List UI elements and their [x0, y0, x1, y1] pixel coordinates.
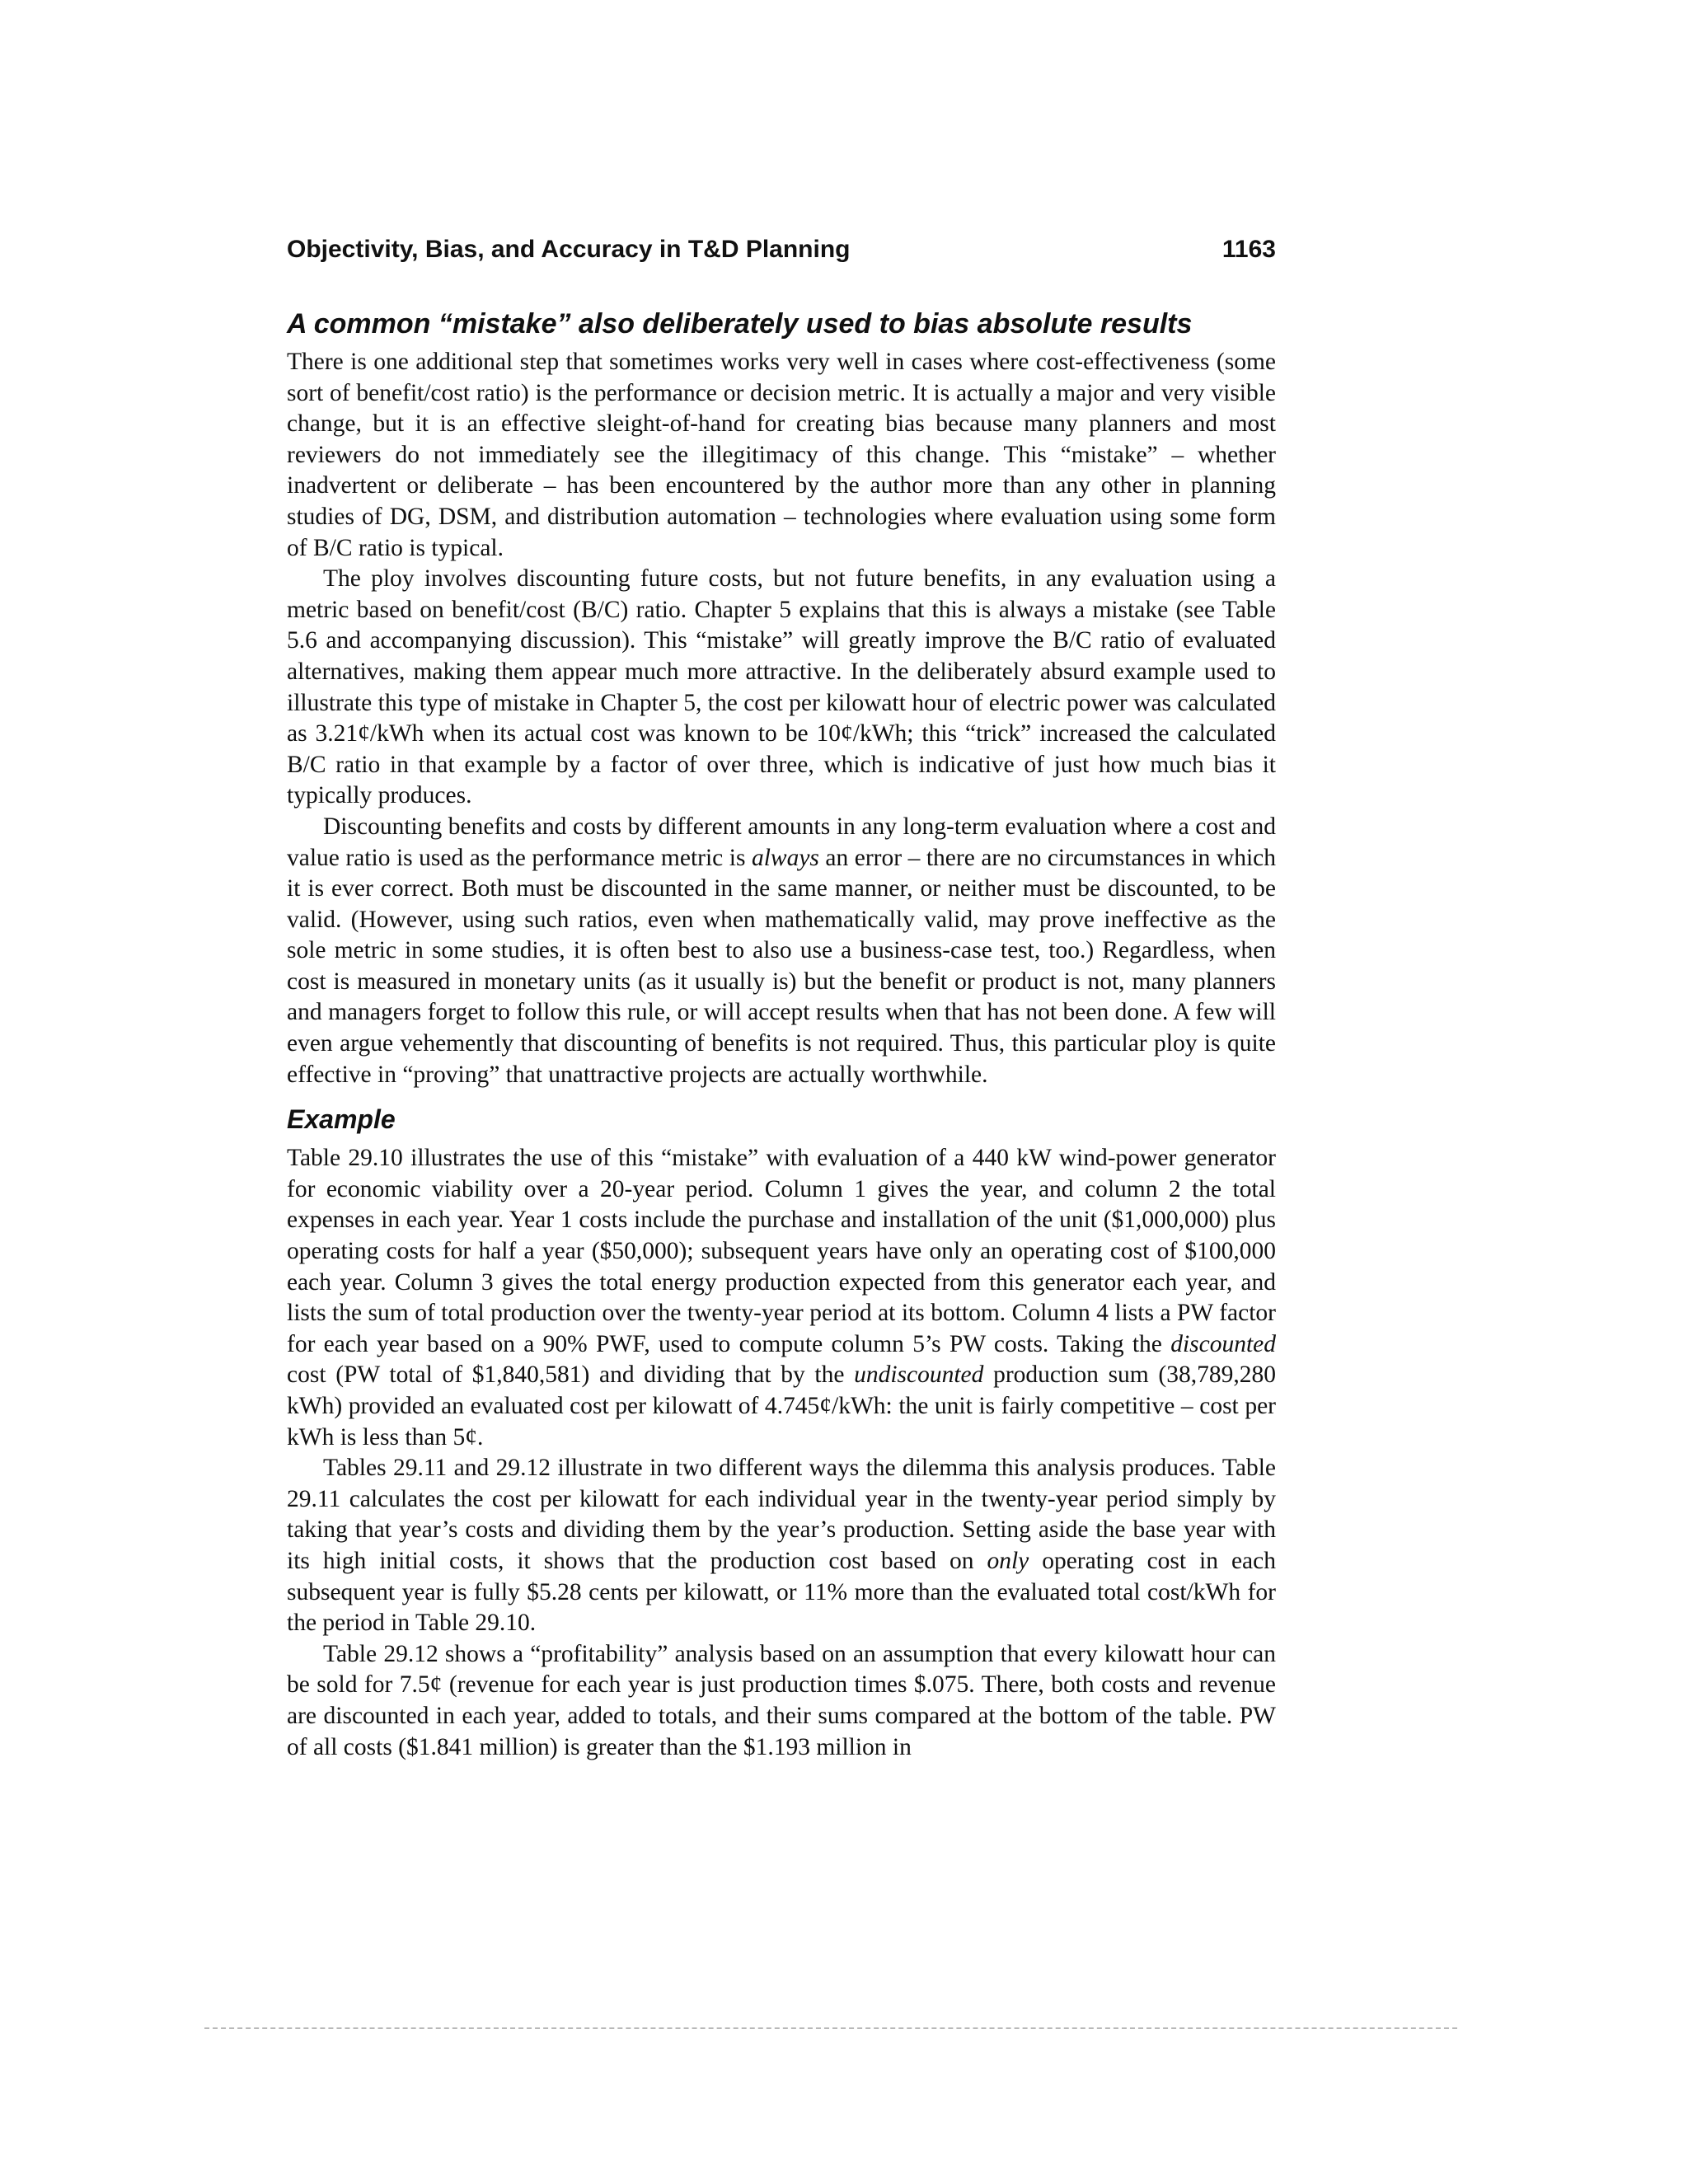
text-run: production sum (38,789,280 kWh) provided an evaluated cost per kilowatt of 4.745¢/kWh: the unit is fairly competitive – cost per kWh is less than 5¢.	[287, 1361, 1276, 1451]
emphasis-undiscounted: undiscounted	[854, 1361, 984, 1389]
text-run: Table 29.10 illustrates the use of this “mistake” with evaluation of a 440 kW wind-power generator for economic viability over a 20-year period. Column 1 gives the year, and column 2 the total expenses in each year. Year 1 costs include the purchase and installation of the unit ($1,000,000) plus operating costs for half a year ($50,000); subsequent years have only an operating cost of $100,000 each year. Column 3 gives the total energy production expected from this generator each year, and lists the sum of total production over the twenty-year period at its bottom. Column 4 lists a PW factor for each year based on a 90% PWF, used to compute column 5’s PW costs. Taking the	[287, 1145, 1276, 1357]
paragraph-table-29-12: Table 29.12 shows a “profitability” analysis based on an assumption that every kilowatt hour can be sold for 7.5¢ (revenue for each year is just production times $.075. There, both costs and revenue are discounted in each year, added to totals, and their sums compared at the bottom of the table. PW of all costs ($1.841 million) is greater than the $1.193 million in	[287, 1640, 1276, 1760]
text-run: Tables 29.11 and 29.12 illustrate in two different ways the dilemma this analysis produces. Table 29.11 calculates the cost per kilowatt for each individual year in the twenty-year period simply by taking that year’s costs and dividing them by the year’s production. Setting aside the base year with its high initial costs, it shows that the production cost based on	[287, 1455, 1276, 1574]
paragraph-tables-29-11-12	[287, 1453, 1276, 1639]
emphasis-always: always	[751, 844, 819, 871]
chapter-title: Objectivity, Bias, and Accuracy in T&D Planning	[287, 236, 851, 263]
text-run: operating cost in each subsequent year is fully $5.28 cents per kilowatt, or 11% more than the evaluated total cost/kWh for the period in Table 29.10.	[287, 1547, 1276, 1637]
emphasis-only: only	[987, 1547, 1029, 1574]
example-heading: Example	[287, 1104, 396, 1135]
paragraph-table-29-10	[287, 1143, 1276, 1453]
scan-artifact-line	[204, 2027, 1457, 2029]
section-heading: A common “mistake” also deliberately used to bias absolute results	[287, 308, 1193, 340]
text-run: Discounting benefits and costs by different amounts in any long-term evaluation where a cost and value ratio is used as the performance metric is	[287, 813, 1276, 871]
page-number: 1163	[1221, 236, 1276, 263]
book-page	[287, 235, 1276, 1763]
text-run: cost (PW total of $1,840,581) and dividing that by the	[287, 1361, 855, 1389]
emphasis-discounted: discounted	[1170, 1330, 1276, 1357]
running-head	[287, 235, 1276, 274]
paragraph-discounting	[287, 812, 1276, 1090]
paragraph-ploy: The ploy involves discounting future costs, but not future benefits, in any evaluation using a metric based on benefit/cost (B/C) ratio. Chapter 5 explains that this is always a mistake (see Table 5.6 and accompanying discussion). This “mistake” will greatly improve the B/C ratio of evaluated alternatives, making them appear much more attractive. In the deliberately absurd example used to illustrate this type of mistake in Chapter 5, the cost per kilowatt hour of electric power was calculated as 3.21¢/kWh when its actual cost was known to be 10¢/kWh; this “trick” increased the calculated B/C ratio in that example by a factor of over three, which is indicative of just how much bias it typically produces.	[287, 565, 1276, 809]
text-run: an error – there are no circumstances in which it is ever correct. Both must be discounted in the same manner, or neither must be discounted, to be valid. (However, using such ratios, even when mathematically valid, may prove ineffective as the sole metric in some studies, it is often best to also use a business-case test, too.) Regardless, when cost is measured in monetary units (as it usually is) but the benefit or product is not, many planners and managers forget to follow this rule, or will accept results when that has not been done. A few will even argue vehemently that discounting of benefits is not required. Thus, this particular ploy is quite effective in “proving” that unattractive projects are actually worthwhile.	[287, 844, 1276, 1088]
paragraph-mistake-intro: There is one additional step that sometimes works very well in cases where cost-effectiveness (some sort of benefit/cost ratio) is the performance or decision metric. It is actually a major and very visible change, but it is an effective sleight-of-hand for creating bias because many planners and most reviewers do not immediately see the illegitimacy of this change. This “mistake” – whether inadvertent or deliberate – has been encountered by the author more than any other in planning studies of DG, DSM, and distribution automation – technologies where evaluation using some form of B/C ratio is typical.	[287, 349, 1276, 561]
